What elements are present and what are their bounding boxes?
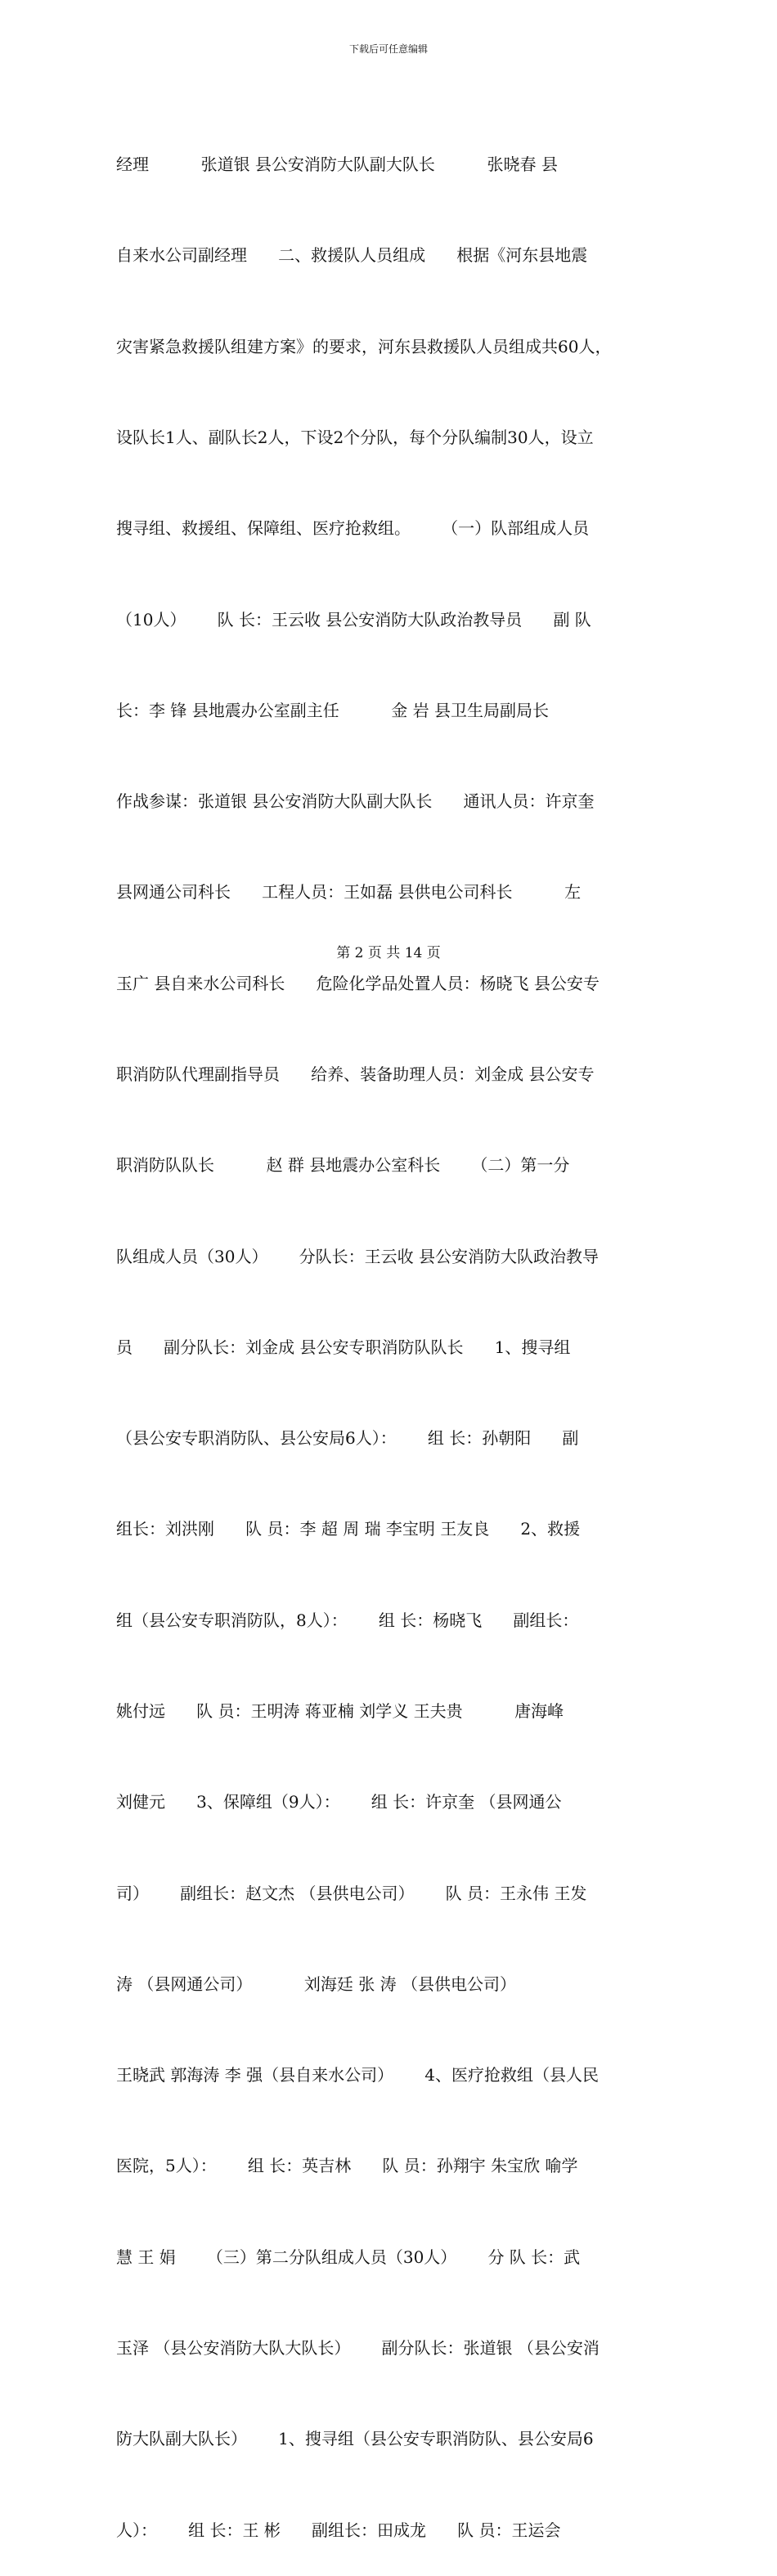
text-line: 玉广 县自来水公司科长 危险化学品处置人员：杨晓飞 县公安专 <box>116 973 600 993</box>
text-line: 经理 张道银 县公安消防大队副大队长 张晓春 县 <box>116 155 558 175</box>
text-line: 队组成人员（30人） 分队长：王云收 县公安消防大队政治教导 <box>116 1246 599 1266</box>
text-line: 设队长1人、副队长2人，下设2个分队，每个分队编制30人，设立 <box>116 428 594 448</box>
text-line: 王晓武 郭海涛 李 强（县自来水公司） 4、医疗抢救组（县人民 <box>116 2065 599 2085</box>
text-line: 员 副分队长：刘金成 县公安专职消防队队长 1、搜寻组 <box>116 1337 571 1357</box>
text-line: 职消防队队长 赵 群 县地震办公室科长 （二）第一分 <box>116 1155 570 1176</box>
page-number: 第 2 页 共 14 页 <box>336 945 441 961</box>
text-line: 职消防队代理副指导员 给养、装备助理人员：刘金成 县公安专 <box>116 1064 595 1084</box>
text-line: 防大队副大队长） 1、搜寻组（县公安专职消防队、县公安局6 <box>116 2429 594 2449</box>
text-line: 长：李 锋 县地震办公室副主任 金 岩 县卫生局副局长 <box>116 700 550 720</box>
document-body <box>116 89 661 2576</box>
text-line: 组长：刘洪刚 队 员：李 超 周 瑞 李宝明 王友良 2、救援 <box>116 1519 581 1539</box>
text-line: 自来水公司副经理 二、救援队人员组成 根据《河东县地震 <box>116 245 588 266</box>
text-line: 涛 （县网通公司） 刘海廷 张 涛 （县供电公司） <box>116 1973 517 1994</box>
text-line: 医院，5人）： 组 长：英吉林 队 员：孙翔宇 朱宝欣 喻学 <box>116 2156 578 2176</box>
text-line: 组（县公安专职消防队，8人）： 组 长：杨晓飞 副组长： <box>116 1610 579 1630</box>
text-line: 慧 王 娟 （三）第二分队组成人员（30人） 分 队 长：武 <box>116 2247 581 2267</box>
text-line: 人）： 组 长：王 彬 副组长：田成龙 队 员：王运会 <box>116 2520 561 2540</box>
text-line: 司） 副组长：赵文杰 （县供电公司） 队 员：王永伟 王发 <box>116 1883 587 1903</box>
text-line: 灾害紧急救援队组建方案》的要求，河东县救援队人员组成共60人， <box>116 336 612 356</box>
text-line: 搜寻组、救援组、保障组、医疗抢救组。 （一）队部组成人员 <box>116 518 590 539</box>
text-line: 作战参谋：张道银 县公安消防大队副大队长 通讯人员：许京奎 <box>116 791 595 812</box>
page-header-note: 下载后可任意编辑 <box>348 43 428 55</box>
text-line: 玉泽 （县公安消防大队大队长） 副分队长：张道银 （县公安消 <box>116 2337 600 2358</box>
text-line: 县网通公司科长 工程人员：王如磊 县供电公司科长 左 <box>116 882 582 903</box>
text-line: 刘健元 3、保障组（9人）： 组 长：许京奎 （县网通公 <box>116 1792 562 1812</box>
text-line: （10人） 队 长：王云收 县公安消防大队政治教导员 副 队 <box>116 609 591 629</box>
text-line: 姚付远 队 员：王明涛 蒋亚楠 刘学义 王夫贵 唐海峰 <box>116 1700 564 1721</box>
text-line: （县公安专职消防队、县公安局6人）： 组 长：孙朝阳 副 <box>116 1428 579 1449</box>
